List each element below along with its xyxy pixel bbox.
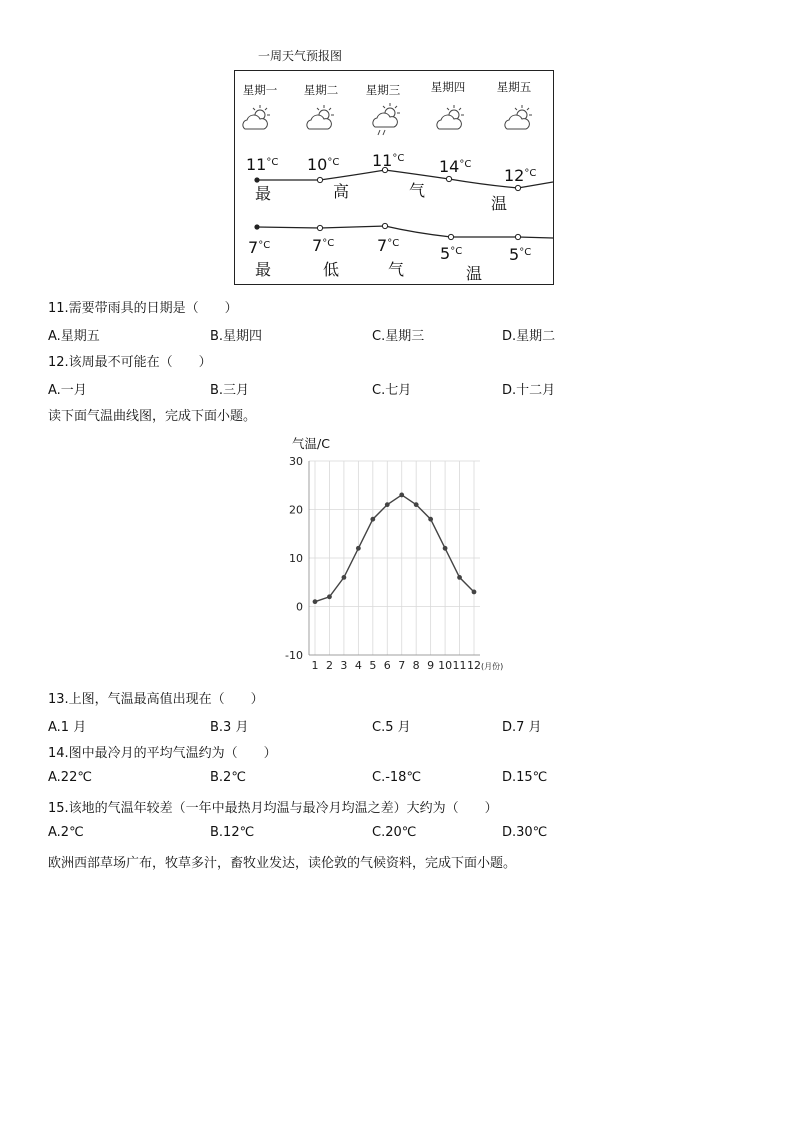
data-point: [356, 546, 361, 551]
temperature-chart: [280, 430, 520, 675]
temperature-chart-svg: [280, 430, 520, 675]
q15-option-a[interactable]: A.2℃: [48, 825, 84, 840]
low-label-char: 低: [323, 260, 340, 279]
y-tick-label: 0: [296, 600, 303, 614]
low-temp-point: [448, 234, 453, 239]
low-label-char: 最: [255, 260, 272, 279]
high-temp-tue: $10^{^\circ C}$: [307, 155, 340, 174]
day-name-mon: 星期一: [242, 83, 278, 97]
q14-option-b[interactable]: B.2℃: [210, 770, 246, 785]
data-point: [385, 502, 390, 507]
x-tick-label: 2: [325, 659, 333, 672]
y-tick-label: 20: [289, 503, 303, 517]
data-point: [428, 517, 433, 522]
x-tick-label: 1: [311, 659, 319, 672]
q11-stem: 11.需要带雨具的日期是（ ）: [48, 301, 238, 316]
high-label-char: 温: [491, 194, 508, 213]
day-name-fri: 星期五: [496, 80, 532, 94]
q13-option-d[interactable]: D.7 月: [502, 720, 542, 735]
weather-figure-box: [234, 70, 554, 285]
low-temp-tue: $7^{^\circ C}$: [312, 236, 335, 255]
q14-option-d[interactable]: D.15℃: [502, 770, 548, 785]
x-tick-label: 10: [438, 659, 453, 672]
x-tick-label: 12: [467, 659, 481, 672]
low-temp-wed: $7^{^\circ C}$: [377, 236, 400, 255]
weather-figure-title: 一周天气预报图: [258, 49, 343, 63]
data-point: [370, 517, 375, 522]
x-tick-label: 8: [412, 659, 420, 672]
y-tick-label: -10: [285, 649, 303, 662]
x-tick-label: 6: [383, 659, 391, 672]
day-name-wed: 星期三: [365, 83, 401, 97]
data-point: [414, 502, 419, 507]
x-tick-label: 3: [340, 659, 348, 672]
high-label-char: 气: [409, 181, 426, 200]
q15-option-c[interactable]: C.20℃: [372, 825, 417, 840]
q12-option-a[interactable]: A.一月: [48, 383, 87, 398]
high-temp-point: [446, 176, 451, 181]
data-point: [472, 590, 477, 595]
low-temp-line: [257, 226, 553, 238]
y-tick-label: 10: [289, 552, 303, 565]
intro-text-chart: 读下面气温曲线图，完成下面小题。: [48, 409, 257, 424]
q15-option-d[interactable]: D.30℃: [502, 825, 548, 840]
high-label-char: 高: [333, 182, 350, 201]
low-temp-point: [254, 224, 259, 229]
high-temp-point: [515, 185, 520, 190]
q11-option-a[interactable]: A.星期五: [48, 329, 100, 344]
q13-option-a[interactable]: A.1 月: [48, 720, 87, 735]
data-point: [443, 546, 448, 551]
q11-option-b[interactable]: B.星期四: [210, 329, 263, 344]
chart-y-label: 气温/C: [292, 436, 330, 451]
data-point: [342, 575, 347, 580]
low-temp-fri: $5^{^\circ C}$: [509, 245, 532, 264]
q13-stem: 13.上图，气温最高值出现在（ ）: [48, 692, 264, 707]
q12-option-b[interactable]: B.三月: [210, 383, 250, 398]
x-tick-label: 4: [354, 659, 362, 672]
low-temp-point: [382, 223, 387, 228]
intro-text-london: 欧洲西部草场广布，牧草多汁，畜牧业发达，读伦敦的气候资料，完成下面小题。: [48, 856, 517, 871]
q12-stem: 12.该周最不可能在（ ）: [48, 355, 212, 370]
q12-option-c[interactable]: C.七月: [372, 383, 412, 398]
low-label-char: 气: [388, 260, 405, 279]
data-point: [399, 493, 404, 498]
x-axis-label: (月份): [481, 662, 504, 671]
q15-option-b[interactable]: B.12℃: [210, 825, 255, 840]
high-temp-wed: $11^{^\circ C}$: [372, 151, 405, 170]
high-temp-fri: $12^{^\circ C}$: [504, 166, 537, 185]
data-point: [457, 575, 462, 580]
high-temp-mon: $11^{^\circ C}$: [246, 155, 279, 174]
x-tick-label: 5: [369, 659, 377, 672]
q14-option-c[interactable]: C.-18℃: [372, 770, 422, 785]
day-name-thu: 星期四: [430, 80, 466, 94]
high-label-char: 最: [255, 184, 272, 203]
high-temp-thu: $14^{^\circ C}$: [439, 157, 472, 176]
low-label-char: 温: [466, 264, 483, 283]
low-temp-thu: $5^{^\circ C}$: [440, 244, 463, 263]
q13-option-c[interactable]: C.5 月: [372, 720, 411, 735]
x-tick-label: 9: [427, 659, 435, 672]
low-temp-point: [317, 225, 322, 230]
low-temp-point: [515, 234, 520, 239]
q11-option-c[interactable]: C.星期三: [372, 329, 425, 344]
high-temp-point: [317, 177, 322, 182]
y-tick-label: 30: [289, 455, 303, 468]
q11-option-d[interactable]: D.星期二: [502, 329, 556, 344]
q12-option-d[interactable]: D.十二月: [502, 383, 556, 398]
data-point: [313, 599, 318, 604]
temperature-series-line: [315, 495, 474, 602]
q14-option-a[interactable]: A.22℃: [48, 770, 92, 785]
data-point: [327, 594, 332, 599]
x-tick-label: 11: [452, 659, 467, 672]
x-tick-label: 7: [398, 659, 406, 672]
q15-stem: 15.该地的气温年较差（一年中最热月均温与最冷月均温之差）大约为（ ）: [48, 801, 498, 816]
q14-stem: 14.图中最冷月的平均气温约为（ ）: [48, 746, 277, 761]
day-name-tue: 星期二: [303, 83, 339, 97]
low-temp-mon: $7^{^\circ C}$: [248, 238, 271, 257]
q13-option-b[interactable]: B.3 月: [210, 720, 249, 735]
